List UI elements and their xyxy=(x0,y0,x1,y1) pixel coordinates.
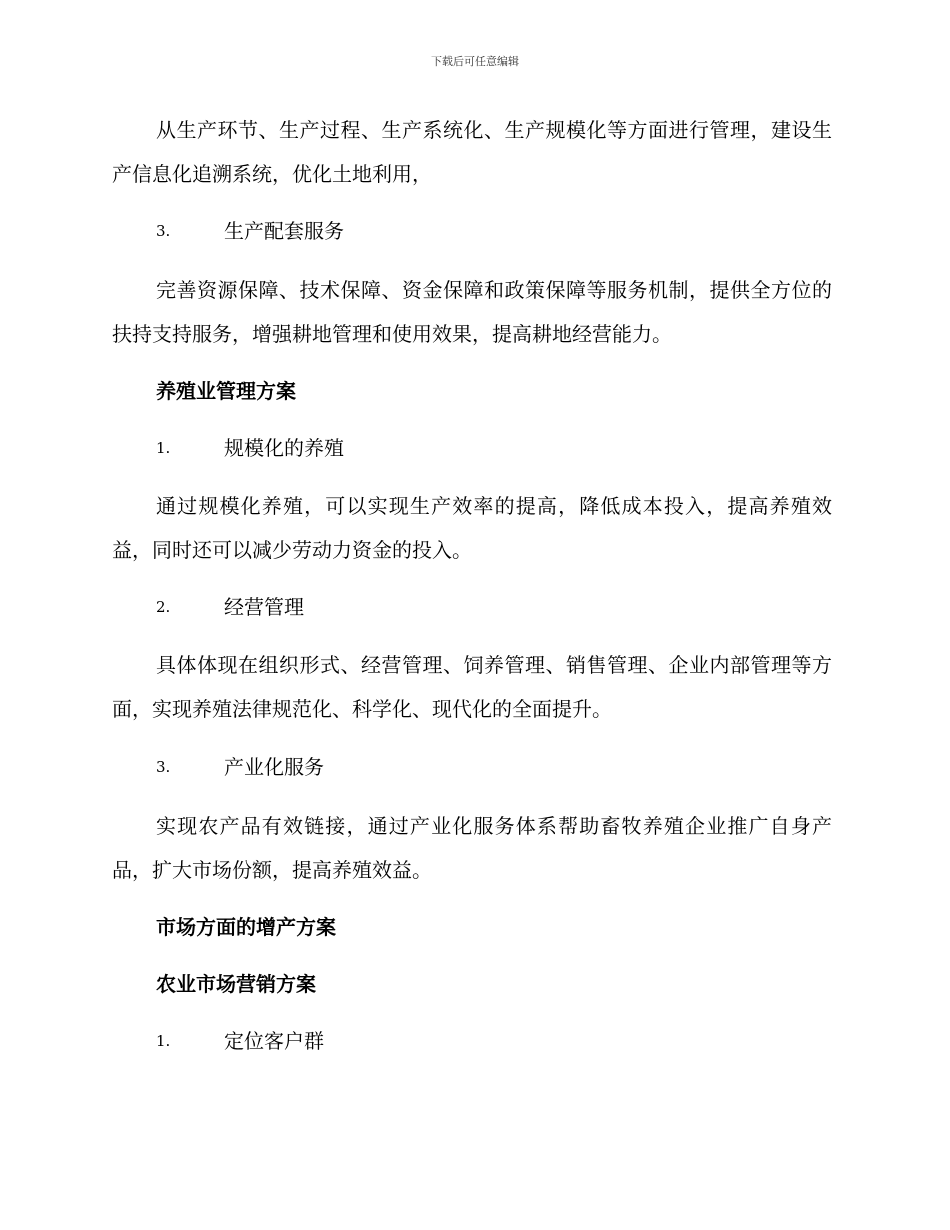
list-item-number: 1. xyxy=(156,1032,171,1050)
list-item-industrialized-services xyxy=(156,752,324,782)
paragraph-support-services: 完善资源保障、技术保障、资金保障和政策保障等服务机制，提供全方位的扶持支持服务，增强耕地管理和使用效果，提高耕地经营能力。 xyxy=(112,278,832,346)
list-item-number: 3. xyxy=(156,222,171,240)
page-header: 下载后可任意编辑 xyxy=(431,55,519,68)
section-heading-agri-marketing-plan: 农业市场营销方案 xyxy=(156,972,316,996)
list-item-number: 1. xyxy=(156,439,171,457)
list-item-label: 经营管理 xyxy=(224,595,304,619)
list-item-label: 生产配套服务 xyxy=(224,219,344,243)
paragraph-operation-management: 具体体现在组织形式、经营管理、饲养管理、销售管理、企业内部管理等方面，实现养殖法律规范化、科学化、现代化的全面提升。 xyxy=(112,653,832,721)
list-item-production-support-services xyxy=(156,216,344,246)
list-item-target-customers xyxy=(156,1026,324,1056)
list-item-label: 定位客户群 xyxy=(224,1029,324,1053)
paragraph-scaled-breeding: 通过规模化养殖，可以实现生产效率的提高，降低成本投入，提高养殖效益，同时还可以减少劳动力资金的投入。 xyxy=(112,494,832,562)
list-item-label: 规模化的养殖 xyxy=(224,436,344,460)
list-item-label: 产业化服务 xyxy=(224,755,324,779)
paragraph-industrialized-services: 实现农产品有效链接，通过产业化服务体系帮助畜牧养殖企业推广自身产品，扩大市场份额，提高养殖效益。 xyxy=(112,814,832,882)
section-heading-breeding-management: 养殖业管理方案 xyxy=(156,379,296,403)
list-item-scaled-breeding xyxy=(156,433,344,463)
paragraph-production-management: 从生产环节、生产过程、生产系统化、生产规模化等方面进行管理，建设生产信息化追溯系统，优化土地利用， xyxy=(112,118,832,186)
section-heading-market-production-plan: 市场方面的增产方案 xyxy=(156,915,336,939)
list-item-number: 3. xyxy=(156,758,171,776)
list-item-operation-management xyxy=(156,592,304,622)
list-item-number: 2. xyxy=(156,598,171,616)
